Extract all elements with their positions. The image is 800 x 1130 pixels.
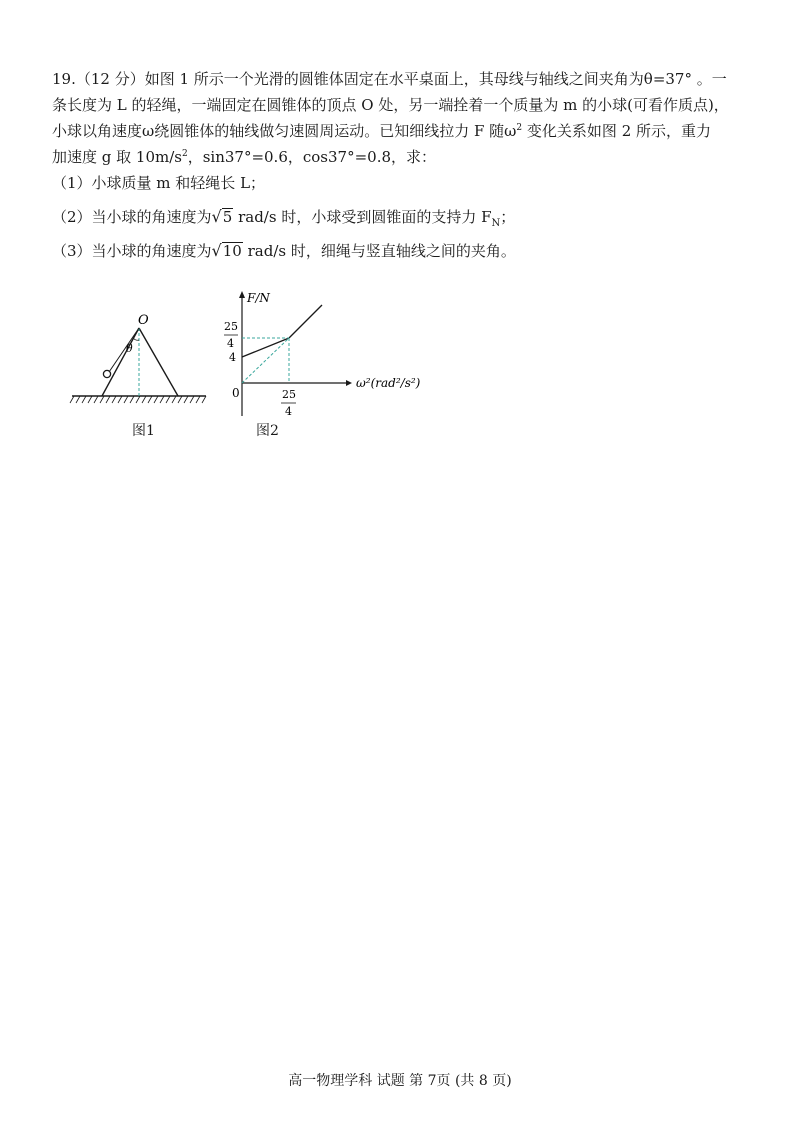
ball xyxy=(103,370,110,377)
apex-label: O xyxy=(138,313,149,328)
y-tick-frac-num: 25 xyxy=(224,320,238,333)
dashed-origin-line xyxy=(242,338,289,383)
question-line-3: 小球以角速度ω绕圆锥体的轴线做匀速圆周运动。已知细线拉力 F 随$\omega^2$ 变化关系如图 2 所示，重力 xyxy=(52,122,712,140)
sqrt-symbol: √ xyxy=(211,241,222,260)
curve-segment-2 xyxy=(289,305,322,338)
question-line-4: 加速度 g 取 $10m/s^2$，sin37°=0.6，cos37°=0.8，求： xyxy=(52,148,437,166)
page-footer: 高一物理学科 试题 第 7页 (共 8 页) xyxy=(288,1073,512,1089)
question-line-1: 19.（12 分）如图 1 所示一个光滑的圆锥体固定在水平桌面上，其母线与轴线之间夹角为θ=37° 。一 xyxy=(52,70,727,88)
origin-label: 0 xyxy=(232,386,240,400)
figure-2-caption: 图2 xyxy=(256,423,279,439)
figure-1-caption: 图1 xyxy=(132,423,155,439)
x-tick-frac-den: 4 xyxy=(285,405,292,418)
angle-arc xyxy=(133,338,139,340)
question-part-1: （1）小球质量 m 和轻绳长 L； xyxy=(52,174,266,192)
y-axis-label: F/N xyxy=(247,291,270,305)
curve-segment-1 xyxy=(242,338,289,357)
angle-label: θ xyxy=(126,342,133,355)
question-line-2: 条长度为 L 的轻绳，一端固定在圆锥体的顶点 O 处，另一端拴着一个质量为 m 的小球(可看作质点)， xyxy=(52,96,729,114)
y-axis-arrow xyxy=(239,291,245,298)
x-axis-label: ω²(rad²/s²) xyxy=(356,376,421,390)
y-tick-frac-den: 4 xyxy=(227,337,234,350)
sqrt-symbol: √ xyxy=(211,207,222,226)
ground-hatch xyxy=(70,396,206,403)
question-part-3: （3）当小球的角速度为√10 rad/s 时，细绳与竖直轴线之间的夹角。 xyxy=(52,241,516,260)
rope xyxy=(109,328,139,372)
y-tick-4: 4 xyxy=(229,351,236,364)
x-axis-arrow xyxy=(346,380,352,386)
question-part-2: （2）当小球的角速度为√5 rad/s 时，小球受到圆锥面的支持力 $F_N$； xyxy=(52,207,516,229)
x-tick-frac-num: 25 xyxy=(282,388,296,401)
figure-1-cone-diagram xyxy=(66,300,216,420)
cone-right-side xyxy=(139,328,178,396)
figure-2-graph xyxy=(216,286,426,426)
